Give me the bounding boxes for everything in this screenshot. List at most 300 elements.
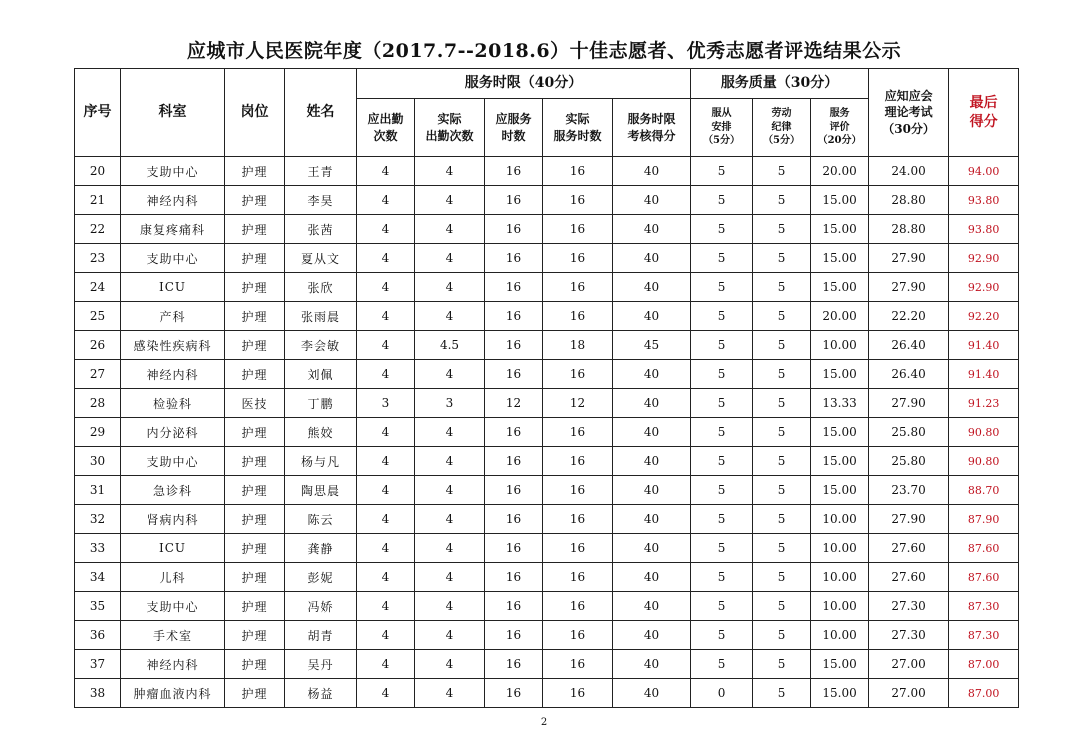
cell-time-score: 40 <box>613 360 691 389</box>
cell-obey: 5 <box>691 157 753 186</box>
cell-evaluation: 15.00 <box>811 273 869 302</box>
cell-actual-hours: 16 <box>543 621 613 650</box>
cell-actual-attendance: 4 <box>415 157 485 186</box>
cell-exam: 25.80 <box>869 447 949 476</box>
cell-due-attendance: 4 <box>357 505 415 534</box>
cell-due-hours: 16 <box>485 186 543 215</box>
cell-actual-attendance: 4.5 <box>415 331 485 360</box>
header-actual-attendance-line-2: 出勤次数 <box>425 128 474 143</box>
header-actual-hours <box>543 99 613 157</box>
cell-name: 胡青 <box>285 621 357 650</box>
cell-seq: 35 <box>75 592 121 621</box>
cell-due-hours: 16 <box>485 621 543 650</box>
cell-evaluation: 10.00 <box>811 331 869 360</box>
cell-evaluation: 10.00 <box>811 592 869 621</box>
cell-discipline: 5 <box>753 215 811 244</box>
cell-exam: 26.40 <box>869 360 949 389</box>
table-row <box>75 679 1019 708</box>
cell-seq: 22 <box>75 215 121 244</box>
cell-obey: 0 <box>691 679 753 708</box>
cell-due-hours: 16 <box>485 534 543 563</box>
cell-due-attendance: 4 <box>357 476 415 505</box>
table-row <box>75 563 1019 592</box>
cell-name: 李会敏 <box>285 331 357 360</box>
cell-obey: 5 <box>691 505 753 534</box>
cell-actual-attendance: 4 <box>415 186 485 215</box>
cell-final-score: 91.40 <box>949 360 1019 389</box>
cell-exam: 27.90 <box>869 273 949 302</box>
cell-name: 熊姣 <box>285 418 357 447</box>
cell-time-score: 40 <box>613 679 691 708</box>
header-actual-hours-line-1: 实际 <box>565 112 590 127</box>
cell-name: 冯娇 <box>285 592 357 621</box>
cell-position: 护理 <box>225 360 285 389</box>
cell-seq: 28 <box>75 389 121 418</box>
table-row <box>75 157 1019 186</box>
cell-obey: 5 <box>691 244 753 273</box>
cell-dept: 感染性疾病科 <box>121 331 225 360</box>
cell-actual-attendance: 4 <box>415 679 485 708</box>
table-header <box>75 69 1019 157</box>
cell-obey: 5 <box>691 592 753 621</box>
header-obey-line-3: （5分） <box>703 135 741 147</box>
cell-time-score: 40 <box>613 244 691 273</box>
table-row <box>75 621 1019 650</box>
cell-due-attendance: 4 <box>357 331 415 360</box>
header-seq: 序号 <box>75 69 121 157</box>
cell-dept: 神经内科 <box>121 186 225 215</box>
cell-time-score: 40 <box>613 186 691 215</box>
header-discipline-line-3: （5分） <box>763 135 801 147</box>
cell-exam: 27.30 <box>869 592 949 621</box>
cell-position: 护理 <box>225 244 285 273</box>
cell-exam: 26.40 <box>869 331 949 360</box>
cell-time-score: 40 <box>613 650 691 679</box>
cell-actual-hours: 16 <box>543 563 613 592</box>
cell-exam: 27.90 <box>869 244 949 273</box>
cell-seq: 33 <box>75 534 121 563</box>
cell-due-hours: 16 <box>485 505 543 534</box>
cell-evaluation: 15.00 <box>811 215 869 244</box>
cell-evaluation: 15.00 <box>811 679 869 708</box>
cell-dept: 检验科 <box>121 389 225 418</box>
cell-due-hours: 12 <box>485 389 543 418</box>
cell-dept: 内分泌科 <box>121 418 225 447</box>
cell-time-score: 40 <box>613 215 691 244</box>
cell-seq: 36 <box>75 621 121 650</box>
cell-due-attendance: 4 <box>357 157 415 186</box>
cell-actual-attendance: 4 <box>415 505 485 534</box>
cell-time-score: 40 <box>613 447 691 476</box>
cell-dept: 急诊科 <box>121 476 225 505</box>
cell-discipline: 5 <box>753 447 811 476</box>
header-due-attendance-line-1: 应出勤 <box>367 112 404 127</box>
header-due-hours <box>485 99 543 157</box>
cell-due-attendance: 4 <box>357 302 415 331</box>
cell-discipline: 5 <box>753 418 811 447</box>
cell-final-score: 87.90 <box>949 505 1019 534</box>
cell-dept: 肿瘤血液内科 <box>121 679 225 708</box>
cell-due-attendance: 4 <box>357 563 415 592</box>
cell-name: 夏从文 <box>285 244 357 273</box>
cell-due-hours: 16 <box>485 563 543 592</box>
cell-seq: 23 <box>75 244 121 273</box>
cell-seq: 34 <box>75 563 121 592</box>
cell-final-score: 87.60 <box>949 534 1019 563</box>
cell-discipline: 5 <box>753 534 811 563</box>
cell-final-score: 93.80 <box>949 186 1019 215</box>
page-number: 2 <box>540 717 548 728</box>
cell-actual-hours: 16 <box>543 273 613 302</box>
cell-name: 刘佩 <box>285 360 357 389</box>
header-obey-line-2: 安排 <box>711 121 732 133</box>
cell-name: 龚静 <box>285 534 357 563</box>
cell-final-score: 94.00 <box>949 157 1019 186</box>
cell-actual-attendance: 4 <box>415 534 485 563</box>
cell-obey: 5 <box>691 621 753 650</box>
cell-exam: 28.80 <box>869 186 949 215</box>
header-final-line-1: 最后 <box>969 94 998 111</box>
cell-due-hours: 16 <box>485 360 543 389</box>
cell-dept: 支助中心 <box>121 244 225 273</box>
cell-obey: 5 <box>691 476 753 505</box>
cell-actual-attendance: 3 <box>415 389 485 418</box>
cell-name: 张茜 <box>285 215 357 244</box>
cell-seq: 30 <box>75 447 121 476</box>
table-row <box>75 215 1019 244</box>
cell-due-attendance: 4 <box>357 273 415 302</box>
cell-time-score: 40 <box>613 563 691 592</box>
header-final <box>949 69 1019 157</box>
table-row <box>75 360 1019 389</box>
cell-dept: 神经内科 <box>121 360 225 389</box>
cell-discipline: 5 <box>753 621 811 650</box>
cell-exam: 24.00 <box>869 157 949 186</box>
cell-obey: 5 <box>691 418 753 447</box>
cell-exam: 27.00 <box>869 650 949 679</box>
cell-final-score: 93.80 <box>949 215 1019 244</box>
cell-position: 护理 <box>225 476 285 505</box>
cell-discipline: 5 <box>753 476 811 505</box>
cell-final-score: 91.23 <box>949 389 1019 418</box>
header-name: 姓名 <box>285 69 357 157</box>
cell-exam: 22.20 <box>869 302 949 331</box>
cell-dept: 支助中心 <box>121 447 225 476</box>
cell-actual-attendance: 4 <box>415 273 485 302</box>
cell-position: 护理 <box>225 563 285 592</box>
table-row <box>75 273 1019 302</box>
cell-due-hours: 16 <box>485 476 543 505</box>
cell-time-score: 40 <box>613 534 691 563</box>
header-discipline-line-1: 劳动 <box>771 108 792 120</box>
cell-due-hours: 16 <box>485 273 543 302</box>
cell-actual-attendance: 4 <box>415 302 485 331</box>
table-row <box>75 650 1019 679</box>
cell-due-hours: 16 <box>485 592 543 621</box>
cell-time-score: 40 <box>613 157 691 186</box>
cell-exam: 27.90 <box>869 389 949 418</box>
cell-dept: 肾病内科 <box>121 505 225 534</box>
header-due-attendance <box>357 99 415 157</box>
header-dept: 科室 <box>121 69 225 157</box>
cell-due-hours: 16 <box>485 679 543 708</box>
cell-time-score: 40 <box>613 302 691 331</box>
header-discipline <box>753 99 811 157</box>
cell-exam: 27.30 <box>869 621 949 650</box>
header-time-score-line-1: 服务时限 <box>627 112 676 127</box>
header-discipline-line-2: 纪律 <box>771 121 792 133</box>
cell-position: 护理 <box>225 621 285 650</box>
cell-discipline: 5 <box>753 331 811 360</box>
cell-evaluation: 20.00 <box>811 157 869 186</box>
cell-discipline: 5 <box>753 389 811 418</box>
cell-actual-attendance: 4 <box>415 650 485 679</box>
cell-evaluation: 15.00 <box>811 418 869 447</box>
cell-name: 吴丹 <box>285 650 357 679</box>
cell-due-attendance: 4 <box>357 186 415 215</box>
cell-discipline: 5 <box>753 679 811 708</box>
cell-name: 丁鹏 <box>285 389 357 418</box>
header-actual-hours-line-2: 服务时数 <box>553 128 602 143</box>
cell-name: 王青 <box>285 157 357 186</box>
cell-actual-attendance: 4 <box>415 244 485 273</box>
cell-name: 彭妮 <box>285 563 357 592</box>
cell-position: 护理 <box>225 331 285 360</box>
cell-position: 护理 <box>225 534 285 563</box>
cell-evaluation: 15.00 <box>811 476 869 505</box>
cell-seq: 25 <box>75 302 121 331</box>
cell-time-score: 45 <box>613 331 691 360</box>
cell-obey: 5 <box>691 215 753 244</box>
cell-position: 护理 <box>225 186 285 215</box>
cell-discipline: 5 <box>753 360 811 389</box>
cell-position: 护理 <box>225 592 285 621</box>
cell-exam: 28.80 <box>869 215 949 244</box>
table-row <box>75 447 1019 476</box>
cell-dept: ICU <box>121 534 225 563</box>
cell-final-score: 87.00 <box>949 679 1019 708</box>
cell-final-score: 88.70 <box>949 476 1019 505</box>
cell-position: 护理 <box>225 273 285 302</box>
cell-actual-hours: 16 <box>543 157 613 186</box>
header-exam-line-2: 理论考试 <box>884 105 933 120</box>
cell-due-attendance: 4 <box>357 215 415 244</box>
cell-seq: 20 <box>75 157 121 186</box>
cell-position: 医技 <box>225 389 285 418</box>
cell-seq: 21 <box>75 186 121 215</box>
cell-time-score: 40 <box>613 621 691 650</box>
header-service-time-group: 服务时限（40分） <box>357 69 691 99</box>
cell-due-attendance: 4 <box>357 592 415 621</box>
cell-actual-attendance: 4 <box>415 621 485 650</box>
cell-obey: 5 <box>691 447 753 476</box>
cell-actual-hours: 16 <box>543 215 613 244</box>
cell-seq: 38 <box>75 679 121 708</box>
cell-exam: 27.60 <box>869 563 949 592</box>
cell-seq: 32 <box>75 505 121 534</box>
cell-dept: ICU <box>121 273 225 302</box>
cell-exam: 27.00 <box>869 679 949 708</box>
cell-name: 杨益 <box>285 679 357 708</box>
cell-actual-attendance: 4 <box>415 360 485 389</box>
table-row <box>75 534 1019 563</box>
cell-seq: 37 <box>75 650 121 679</box>
cell-actual-hours: 16 <box>543 360 613 389</box>
table-row <box>75 592 1019 621</box>
cell-actual-hours: 16 <box>543 186 613 215</box>
table-row <box>75 302 1019 331</box>
cell-discipline: 5 <box>753 157 811 186</box>
header-actual-attendance <box>415 99 485 157</box>
header-actual-attendance-line-1: 实际 <box>437 112 462 127</box>
header-time-score-line-2: 考核得分 <box>627 128 676 143</box>
cell-seq: 24 <box>75 273 121 302</box>
header-service-quality-group: 服务质量（30分） <box>691 69 869 99</box>
page-title: 应城市人民医院年度（2017.7--2018.6）十佳志愿者、优秀志愿者评选结果公示 <box>186 40 902 62</box>
cell-evaluation: 15.00 <box>811 360 869 389</box>
cell-due-hours: 16 <box>485 331 543 360</box>
cell-final-score: 87.00 <box>949 650 1019 679</box>
cell-position: 护理 <box>225 679 285 708</box>
cell-position: 护理 <box>225 302 285 331</box>
cell-name: 杨与凡 <box>285 447 357 476</box>
cell-evaluation: 20.00 <box>811 302 869 331</box>
cell-final-score: 91.40 <box>949 331 1019 360</box>
cell-due-attendance: 4 <box>357 447 415 476</box>
cell-dept: 产科 <box>121 302 225 331</box>
cell-name: 陈云 <box>285 505 357 534</box>
cell-exam: 27.60 <box>869 534 949 563</box>
table-row <box>75 331 1019 360</box>
cell-final-score: 87.30 <box>949 592 1019 621</box>
cell-discipline: 5 <box>753 505 811 534</box>
cell-discipline: 5 <box>753 186 811 215</box>
table-body <box>75 157 1019 708</box>
cell-actual-hours: 16 <box>543 244 613 273</box>
table-row <box>75 418 1019 447</box>
header-evaluation-line-3: （20分） <box>817 135 862 147</box>
cell-due-attendance: 4 <box>357 360 415 389</box>
cell-obey: 5 <box>691 302 753 331</box>
header-position: 岗位 <box>225 69 285 157</box>
cell-evaluation: 15.00 <box>811 447 869 476</box>
cell-due-hours: 16 <box>485 215 543 244</box>
cell-due-hours: 16 <box>485 244 543 273</box>
header-evaluation <box>811 99 869 157</box>
cell-final-score: 92.90 <box>949 273 1019 302</box>
cell-due-attendance: 4 <box>357 418 415 447</box>
cell-actual-hours: 16 <box>543 476 613 505</box>
cell-name: 张欣 <box>285 273 357 302</box>
cell-seq: 31 <box>75 476 121 505</box>
cell-evaluation: 15.00 <box>811 650 869 679</box>
cell-dept: 神经内科 <box>121 650 225 679</box>
cell-evaluation: 10.00 <box>811 505 869 534</box>
cell-discipline: 5 <box>753 273 811 302</box>
cell-dept: 支助中心 <box>121 157 225 186</box>
cell-position: 护理 <box>225 650 285 679</box>
cell-position: 护理 <box>225 505 285 534</box>
cell-dept: 手术室 <box>121 621 225 650</box>
cell-evaluation: 15.00 <box>811 244 869 273</box>
results-table <box>74 68 1019 708</box>
cell-actual-attendance: 4 <box>415 476 485 505</box>
cell-actual-hours: 16 <box>543 302 613 331</box>
cell-position: 护理 <box>225 215 285 244</box>
header-due-hours-line-2: 时数 <box>501 128 526 143</box>
cell-actual-hours: 16 <box>543 650 613 679</box>
cell-discipline: 5 <box>753 302 811 331</box>
cell-evaluation: 15.00 <box>811 186 869 215</box>
cell-seq: 26 <box>75 331 121 360</box>
cell-final-score: 92.90 <box>949 244 1019 273</box>
cell-time-score: 40 <box>613 505 691 534</box>
cell-due-attendance: 4 <box>357 621 415 650</box>
cell-due-attendance: 4 <box>357 679 415 708</box>
cell-actual-hours: 18 <box>543 331 613 360</box>
cell-discipline: 5 <box>753 650 811 679</box>
cell-exam: 27.90 <box>869 505 949 534</box>
cell-final-score: 90.80 <box>949 418 1019 447</box>
cell-obey: 5 <box>691 186 753 215</box>
header-time-score <box>613 99 691 157</box>
cell-actual-hours: 12 <box>543 389 613 418</box>
cell-time-score: 40 <box>613 389 691 418</box>
cell-actual-attendance: 4 <box>415 215 485 244</box>
cell-actual-hours: 16 <box>543 534 613 563</box>
cell-time-score: 40 <box>613 592 691 621</box>
header-evaluation-line-2: 评价 <box>829 121 850 133</box>
cell-obey: 5 <box>691 273 753 302</box>
cell-time-score: 40 <box>613 273 691 302</box>
table-row <box>75 505 1019 534</box>
cell-time-score: 40 <box>613 476 691 505</box>
header-final-line-2: 得分 <box>969 113 998 130</box>
cell-due-attendance: 4 <box>357 650 415 679</box>
cell-due-hours: 16 <box>485 302 543 331</box>
header-exam-line-3: （30分） <box>882 121 935 136</box>
cell-exam: 25.80 <box>869 418 949 447</box>
cell-actual-hours: 16 <box>543 592 613 621</box>
header-due-attendance-line-2: 次数 <box>373 128 398 143</box>
header-exam-line-1: 应知应会 <box>884 89 933 104</box>
cell-due-attendance: 3 <box>357 389 415 418</box>
cell-due-hours: 16 <box>485 650 543 679</box>
cell-obey: 5 <box>691 534 753 563</box>
table-row <box>75 186 1019 215</box>
cell-evaluation: 10.00 <box>811 621 869 650</box>
cell-actual-attendance: 4 <box>415 563 485 592</box>
cell-final-score: 92.20 <box>949 302 1019 331</box>
cell-actual-hours: 16 <box>543 505 613 534</box>
cell-evaluation: 10.00 <box>811 563 869 592</box>
cell-due-attendance: 4 <box>357 534 415 563</box>
cell-dept: 康复疼痛科 <box>121 215 225 244</box>
cell-evaluation: 10.00 <box>811 534 869 563</box>
table-row <box>75 244 1019 273</box>
cell-obey: 5 <box>691 650 753 679</box>
cell-actual-hours: 16 <box>543 418 613 447</box>
cell-position: 护理 <box>225 157 285 186</box>
cell-dept: 儿科 <box>121 563 225 592</box>
cell-actual-attendance: 4 <box>415 418 485 447</box>
table-row <box>75 476 1019 505</box>
cell-seq: 27 <box>75 360 121 389</box>
cell-due-hours: 16 <box>485 157 543 186</box>
cell-actual-attendance: 4 <box>415 447 485 476</box>
cell-seq: 29 <box>75 418 121 447</box>
cell-final-score: 87.60 <box>949 563 1019 592</box>
